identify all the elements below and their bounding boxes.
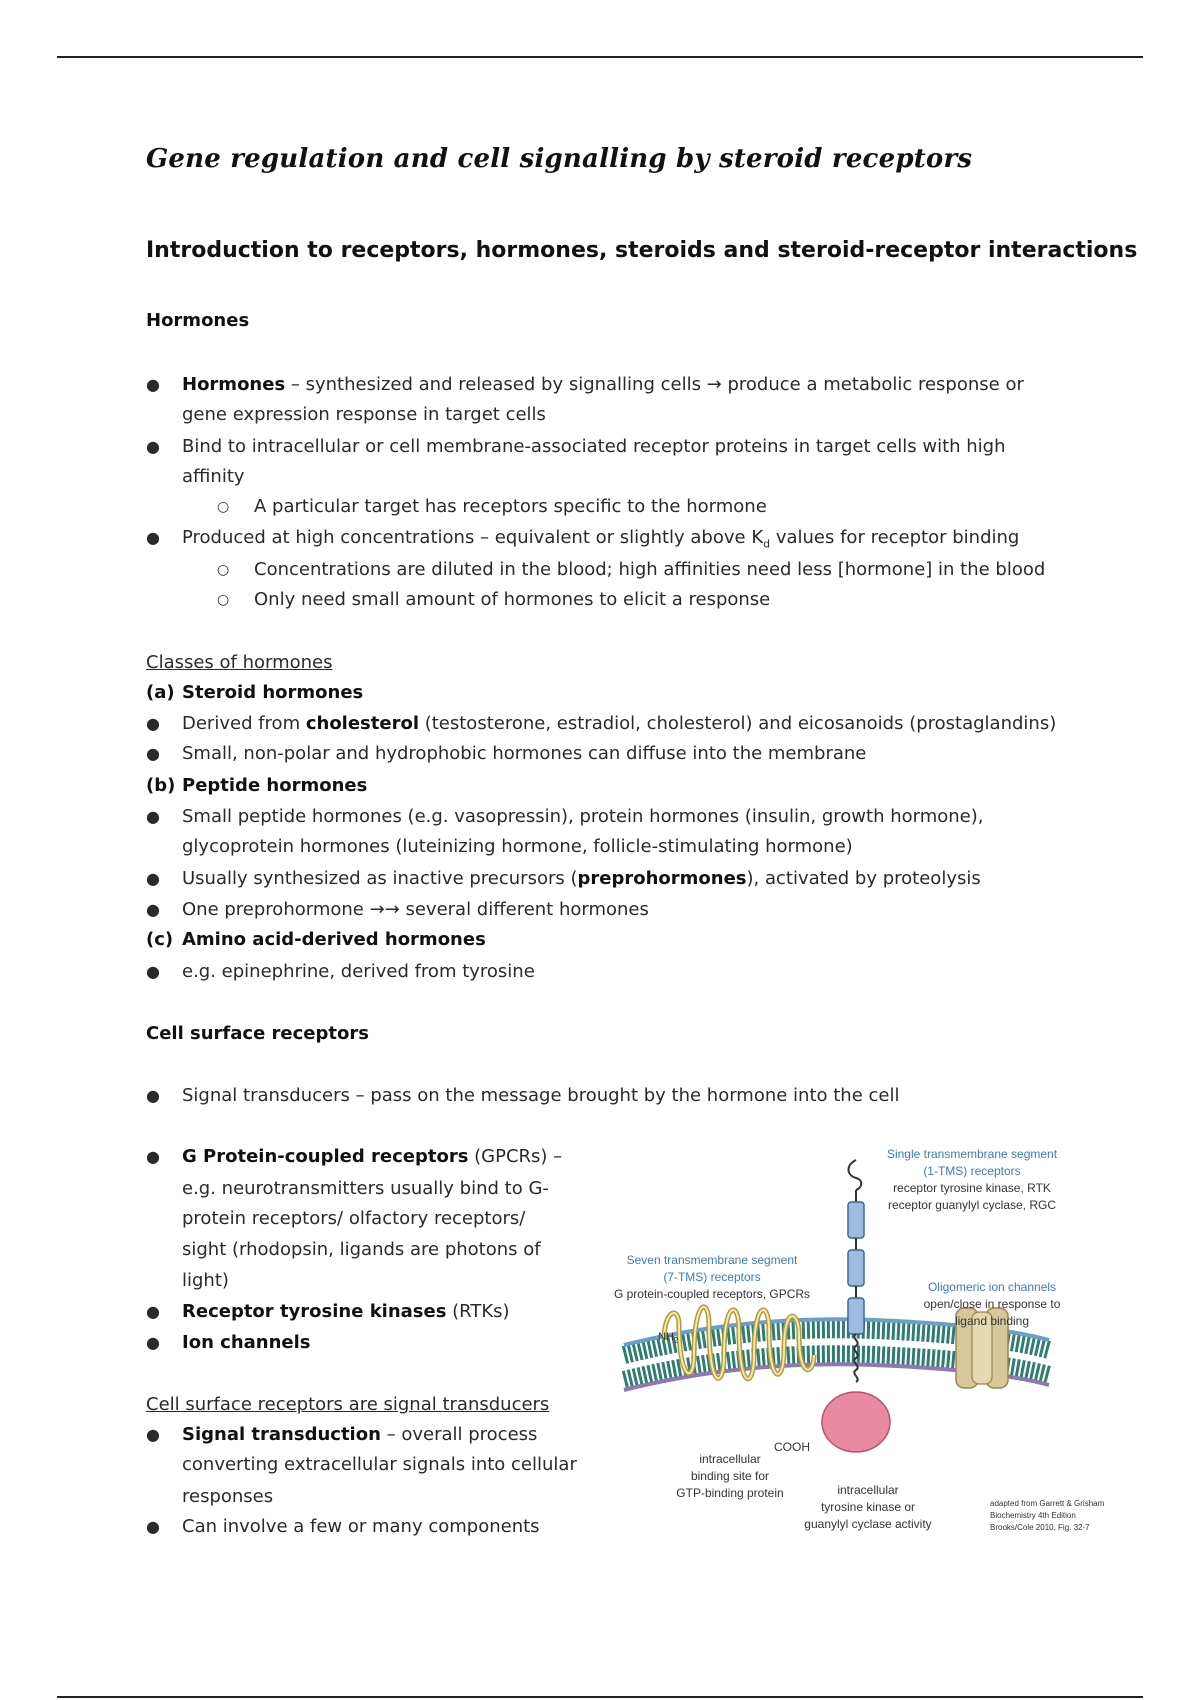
bullet-icon: ● [146, 1086, 160, 1105]
tms7-label-a: Seven transmembrane segment [626, 1253, 798, 1267]
tk-label-c: guanylyl cyclase activity [804, 1517, 932, 1531]
circle-bullet-icon: ○ [217, 592, 230, 608]
bullet-icon: ● [146, 900, 160, 919]
bullet-icon: ● [146, 869, 160, 888]
bullet-icon: ● [146, 528, 160, 547]
hormones-heading: Hormones [146, 310, 250, 331]
tms1-label-d: receptor guanylyl cyclase, RGC [887, 1198, 1057, 1212]
ion-label-c: ligand binding [954, 1314, 1030, 1328]
receptor-types-figure [594, 1140, 1144, 1540]
document-title: Gene regulation and cell signalling by steroid receptors [146, 144, 973, 174]
credit-line-a: adapted from Garrett & Grisham [990, 1499, 1105, 1508]
tms1-label-a: Single transmembrane segment [886, 1147, 1058, 1161]
circle-bullet-icon: ○ [217, 562, 230, 578]
ion-label-a: Oligomeric ion channels [927, 1280, 1057, 1294]
bullet-icon: ● [146, 744, 160, 763]
bullet-icon: ● [146, 714, 160, 733]
nh2-label: $NH_2$ [658, 1331, 679, 1345]
circle-bullet-icon: ○ [217, 499, 230, 515]
bullet-icon: ● [146, 962, 160, 981]
gtp-label-b: binding site for [690, 1469, 770, 1483]
credit-line-c: Brooks/Cole 2010, Fig. 32-7 [990, 1523, 1090, 1532]
bullet-icon: ● [146, 1517, 160, 1536]
tms7-label-b: (7-TMS) receptors [663, 1270, 761, 1284]
section-heading: Introduction to receptors, hormones, steroids and steroid-receptor interactions [146, 238, 1138, 263]
cell-surface-subheading: Cell surface receptors are signal transducers [146, 1394, 550, 1415]
single-tms-receptor-shape [822, 1160, 890, 1452]
credit-line-b: Biochemistry 4th Edition [990, 1511, 1076, 1520]
tk-label-b: tyrosine kinase or [820, 1500, 916, 1514]
cell-surface-heading: Cell surface receptors [146, 1023, 369, 1044]
bullet-icon: ● [146, 1147, 160, 1166]
bottom-rule [57, 1696, 1143, 1698]
gtp-label-c: GTP-binding protein [676, 1486, 784, 1500]
tms1-label-c: receptor tyrosine kinase, RTK [893, 1181, 1051, 1195]
gtp-label-a: intracellular [699, 1452, 761, 1466]
bullet-icon: ● [146, 1302, 160, 1321]
bullet-icon: ● [146, 437, 160, 456]
classes-heading: Classes of hormones [146, 652, 333, 673]
bullet-icon: ● [146, 1333, 160, 1352]
bullet-icon: ● [146, 375, 160, 394]
tms1-label-b: (1-TMS) receptors [923, 1164, 1021, 1178]
bullet-icon: ● [146, 1425, 160, 1444]
top-rule [57, 56, 1143, 58]
tk-label-a: intracellular [837, 1483, 899, 1497]
bullet-icon: ● [146, 807, 160, 826]
ion-label-b: open/close in response to [923, 1297, 1061, 1311]
tms7-label-c: G protein-coupled receptors, GPCRs [613, 1287, 811, 1301]
cooh-label: COOH [774, 1440, 810, 1454]
